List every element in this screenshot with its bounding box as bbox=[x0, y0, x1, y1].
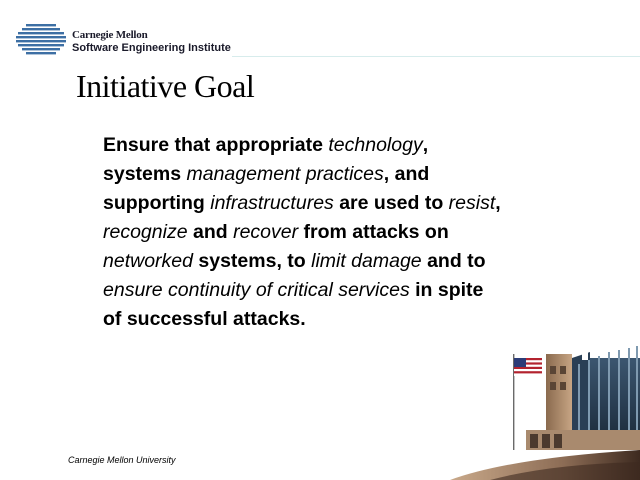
text-run-italic: management practices bbox=[186, 163, 384, 185]
text-run-italic: nfrastructures bbox=[214, 192, 334, 214]
brand-university: Carnegie Mellon bbox=[72, 29, 148, 41]
goal-line-6 bbox=[103, 276, 623, 305]
text-run-italic: recognize bbox=[103, 221, 188, 243]
text-run-italic: recover bbox=[233, 221, 299, 243]
goal-line-1 bbox=[103, 131, 623, 160]
text-run-italic: i bbox=[210, 192, 215, 214]
text-run: and bbox=[187, 221, 234, 243]
goal-line-2 bbox=[103, 160, 623, 189]
text-run: and to bbox=[421, 250, 486, 272]
sei-building-photo bbox=[430, 340, 640, 480]
text-run: in spite bbox=[409, 279, 484, 301]
text-run: supporting bbox=[103, 192, 211, 214]
slide-title: Initiative Goal bbox=[76, 68, 255, 104]
text-run: Ensure that appropriate bbox=[103, 134, 329, 156]
goal-line-5 bbox=[103, 247, 623, 276]
text-run: from attacks on bbox=[298, 221, 449, 243]
text-run-italic: networked bbox=[103, 250, 193, 272]
text-run: , bbox=[422, 134, 429, 156]
header-divider bbox=[232, 56, 640, 57]
brand-institute: Software Engineering Institute bbox=[72, 42, 231, 54]
text-run-italic: technology bbox=[328, 134, 423, 156]
goal-statement bbox=[103, 131, 623, 334]
text-run: , bbox=[495, 192, 501, 214]
text-run: systems bbox=[103, 163, 187, 185]
us-flag-icon bbox=[514, 358, 542, 376]
text-run: are used to bbox=[333, 192, 449, 214]
text-run: , and bbox=[383, 163, 430, 185]
text-run: of successful attacks. bbox=[103, 308, 306, 330]
brand-wordmark bbox=[72, 30, 231, 54]
footer-university: Carnegie Mellon University bbox=[68, 455, 176, 465]
text-run: systems, to bbox=[192, 250, 312, 272]
goal-line-3 bbox=[103, 189, 623, 218]
text-run-italic: resist bbox=[448, 192, 496, 214]
text-run-italic: ensure continuity of critical services bbox=[103, 279, 410, 301]
sei-logo-icon bbox=[16, 24, 66, 56]
text-run-italic: limit damage bbox=[311, 250, 422, 272]
goal-line-4 bbox=[103, 218, 623, 247]
goal-line-7 bbox=[103, 305, 623, 334]
